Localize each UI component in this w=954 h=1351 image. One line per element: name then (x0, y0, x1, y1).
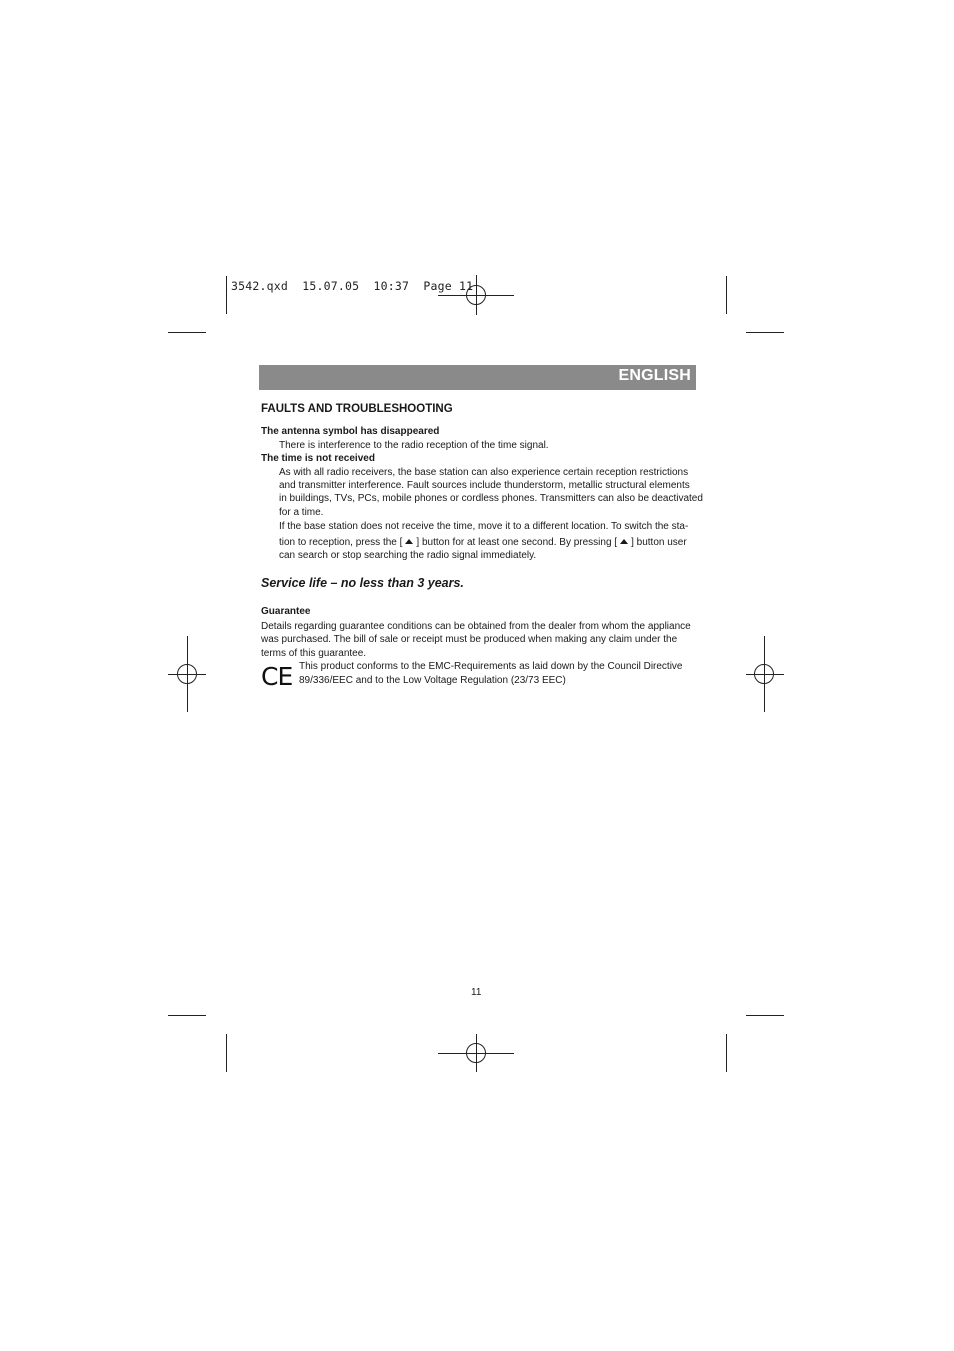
language-label: ENGLISH (618, 367, 691, 384)
time-line-6b: ] button for at least one second. By pressing [ (416, 537, 618, 548)
time-line-1: As with all radio receivers, the base station can also experience certain reception restrictions (279, 467, 689, 478)
ce-mark-icon: CE (261, 662, 293, 691)
time-line-6a: tion to reception, press the [ (279, 537, 403, 548)
crop-mark-top-right-h (746, 332, 784, 333)
time-line-4: for a time. (279, 507, 324, 518)
time-line-3: in buildings, TVs, PCs, mobile phones or cordless phones. Transmitters can also be deactivated (279, 493, 703, 504)
crop-mark-top-right-v (726, 276, 727, 314)
crop-mark-bottom-left-h (168, 1015, 206, 1016)
slug-file: 3542.qxd (231, 279, 288, 293)
guarantee-line-1: Details regarding guarantee conditions can be obtained from the dealer from whom the appliance (261, 621, 691, 632)
time-line-2: and transmitter interference. Fault sources include thunderstorm, metallic structural elements (279, 480, 690, 491)
antenna-heading: The antenna symbol has disappeared (261, 426, 440, 437)
time-line-5: If the base station does not receive the time, move it to a different location. To switch the sta- (279, 521, 689, 532)
crop-mark-bottom-left-v (226, 1034, 227, 1072)
print-slug (231, 279, 473, 293)
time-heading: The time is not received (261, 453, 375, 464)
ce-line-1: This product conforms to the EMC-Requirements as laid down by the Council Directive (299, 661, 683, 672)
slug-page: Page 11 (423, 279, 474, 293)
up-arrow-icon (405, 539, 413, 544)
language-header-bar (259, 365, 696, 390)
time-line-6c: ] button user (631, 537, 687, 548)
guarantee-line-3: terms of this guarantee. (261, 648, 367, 659)
crop-mark-top-left-h (168, 332, 206, 333)
slug-time: 10:37 (373, 279, 410, 293)
crop-mark-top-left-v (226, 276, 227, 314)
slug-date: 15.07.05 (302, 279, 360, 293)
up-arrow-icon (620, 539, 628, 544)
ce-line-2: 89/336/EEC and to the Low Voltage Regulation (23/73 EEC) (299, 675, 566, 686)
time-line-6 (279, 536, 687, 550)
section-title: FAULTS AND TROUBLESHOOTING (261, 403, 453, 415)
crop-mark-bottom-right-v (726, 1034, 727, 1072)
service-life: Service life – no less than 3 years. (261, 576, 464, 590)
time-line-7: can search or stop searching the radio signal immediately. (279, 550, 537, 561)
antenna-text: There is interference to the radio reception of the time signal. (279, 440, 549, 451)
crop-mark-bottom-right-h (746, 1015, 784, 1016)
page-number: 11 (471, 987, 482, 998)
guarantee-heading: Guarantee (261, 606, 311, 617)
guarantee-line-2: was purchased. The bill of sale or receipt must be produced when making any claim under the (261, 634, 678, 645)
